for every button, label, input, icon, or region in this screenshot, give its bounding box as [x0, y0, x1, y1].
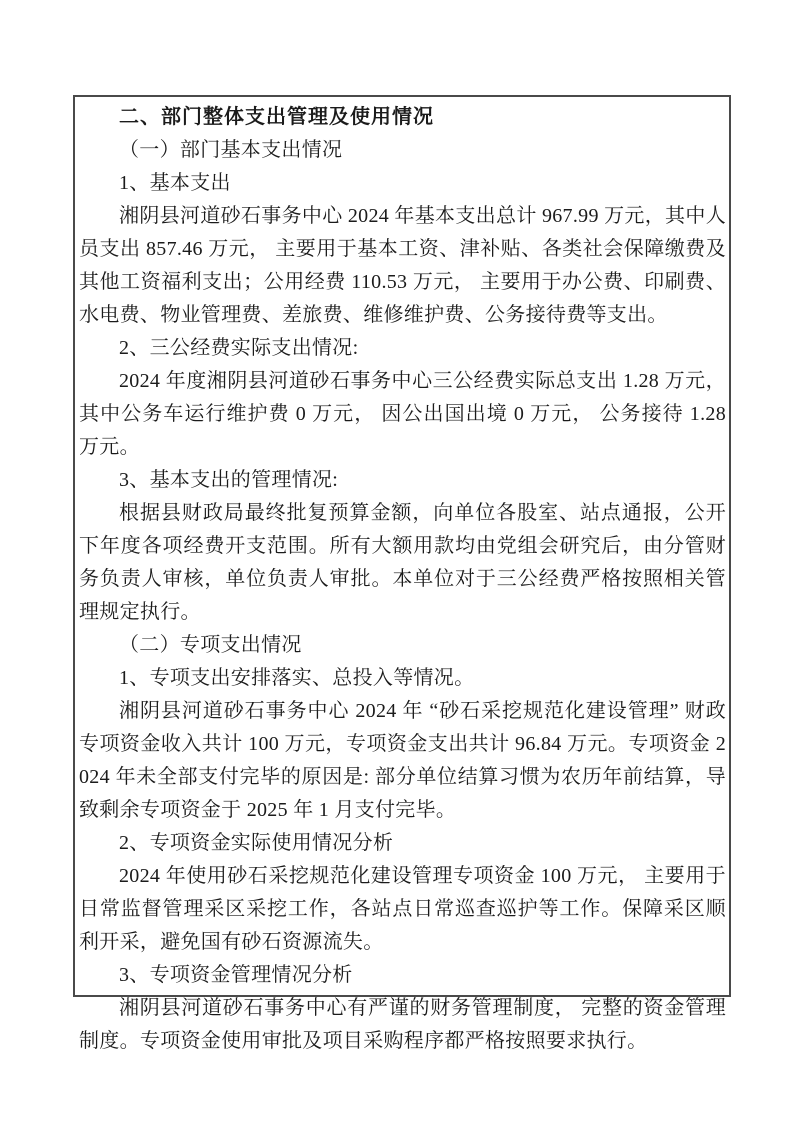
- paragraph: 3、基本支出的管理情况:: [119, 469, 339, 491]
- paragraph: 2024 年使用砂石采挖规范化建设管理专项资金 100 万元， 主要用于日常监督管理采区采挖工作，各站点日常巡查巡护等工作。保障采区顺利开采，避免国有砂石资源流失。: [79, 865, 726, 953]
- paragraph: 湘阴县河道砂石事务中心 2024 年基本支出总计 967.99 万元，其中人员支出 857.46 万元， 主要用于基本工资、津补贴、各类社会保障缴费及其他工资福利支出；公用经费 110.53 万元， 主要用于办公费、印刷费、水电费、物业管理费、差旅费、维修维护费、公务接待费等支出。: [79, 205, 726, 326]
- paragraph: 3、专项资金管理情况分析: [119, 964, 353, 986]
- paragraph: 2、三公经费实际支出情况:: [119, 337, 359, 359]
- paragraph: （一）部门基本支出情况: [119, 139, 343, 161]
- paragraph: 1、专项支出安排落实、总投入等情况。: [119, 667, 475, 689]
- document-table-cell-border: [73, 95, 731, 1052]
- paragraph: 1、基本支出: [119, 172, 231, 194]
- paragraph: 湘阴县河道砂石事务中心 2024 年 “砂石采挖规范化建设管理” 财政专项资金收入共计 100 万元，专项资金支出共计 96.84 万元。专项资金 2024 年未全部支付完毕的原因是: 部分单位结算习惯为农历年前结算，导致剩余专项资金于 2025 年 1 月支付完毕。: [79, 700, 726, 821]
- paragraph: 湘阴县河道砂石事务中心有严谨的财务管理制度， 完整的资金管理制度。专项资金使用审批及项目采购程序都严格按照要求执行。: [79, 997, 726, 1052]
- paragraph: 二、部门整体支出管理及使用情况: [119, 106, 434, 128]
- paragraph: 根据县财政局最终批复预算金额，向单位各股室、站点通报，公开下年度各项经费开支范围。所有大额用款均由党组会研究后，由分管财务负责人审核，单位负责人审批。本单位对于三公经费严格按照相关管理规定执行。: [79, 502, 726, 623]
- paragraph: （二）专项支出情况: [119, 634, 302, 656]
- document-body: [75, 97, 729, 1062]
- paragraph: 2、专项资金实际使用情况分析: [119, 832, 394, 854]
- paragraph: 2024 年度湘阴县河道砂石事务中心三公经费实际总支出 1.28 万元，其中公务车运行维护费 0 万元， 因公出国出境 0 万元， 公务接待 1.28 万元。: [79, 370, 726, 458]
